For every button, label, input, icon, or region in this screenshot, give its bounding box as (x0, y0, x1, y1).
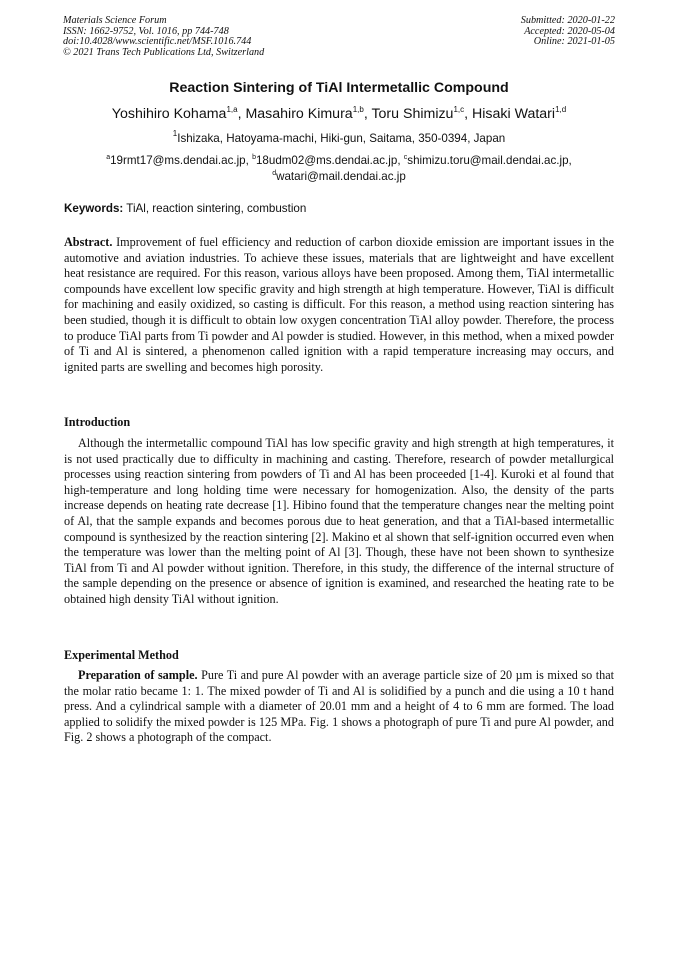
issn-line: ISSN: 1662-9752, Vol. 1016, pp 744-748 (63, 25, 229, 37)
author-sup: 1,d (555, 105, 567, 114)
accepted-date: Accepted: 2020-05-04 (524, 25, 615, 37)
email-sup: a (106, 154, 111, 161)
introduction-heading: Introduction (64, 415, 131, 429)
experimental-heading: Experimental Method (64, 648, 179, 662)
author-name: Hisaki Watari (472, 106, 556, 122)
author-list: Yoshihiro Kohama$^{1,a}$, Masahiro Kimura$^{1,b}$, Toru Shimizu$^{1,c}$, Hisaki Watari$^{1,d}$ (111, 105, 567, 122)
abstract (64, 235, 614, 375)
email-address[interactable]: 19rmt17@ms.dendai.ac.jp (110, 154, 246, 167)
email-sup: c (403, 154, 408, 161)
copyright-line: © 2021 Trans Tech Publications Ltd, Switzerland (63, 46, 265, 58)
author-name: Toru Shimizu (371, 106, 454, 122)
affiliation (0, 129, 678, 145)
email-list: $^a$19rmt17@ms.dendai.ac.jp, $^b$18udm02@ms.dendai.ac.jp, $^c$shimizu.toru@mail.dendai.ac.jp, $^d$watari@mail.dendai.ac.jp (106, 154, 572, 183)
journal-name: Materials Science Forum (63, 15, 167, 26)
email-address[interactable]: watari@mail.dendai.ac.jp (276, 169, 406, 183)
experimental-text (64, 668, 614, 746)
affiliation-sup: 1 (172, 129, 178, 138)
publication-dates (521, 16, 615, 48)
keywords-text: TiAl, reaction sintering, combustion (126, 202, 307, 215)
author-name: Masahiro Kimura (245, 106, 353, 122)
email-address[interactable]: shimizu.toru@mail.dendai.ac.jp (407, 154, 569, 167)
author-name: Yoshihiro Kohama (111, 106, 227, 122)
author-sup: 1,a (226, 105, 238, 114)
online-date: Online: 2021-01-05 (533, 36, 615, 48)
submitted-date: Submitted: 2020-01-22 (520, 15, 615, 26)
experimental-subheading: Preparation of sample. (78, 668, 198, 682)
email-sup: d (272, 169, 277, 177)
experimental-body: Pure Ti and pure Al powder with an average particle size of 20 µm is mixed so that the molar ratio became 1: 1. The mixed powder of Ti and Al is solidified by a punch and die using a 10 t hand press. And a cylindrical sample with a diameter of 20.01 mm and a height of 4 to 6 mm are formed. The load applied to solidify the mixed powder is 125 MPa. Fig. 1 shows a photograph of pure Ti and pure Al powder, and Fig. 2 shows a photograph of the compact. (64, 668, 614, 745)
paper-title: Reaction Sintering of TiAl Intermetallic Compound (169, 80, 509, 96)
affiliation-text: Ishizaka, Hatoyama-machi, Hiki-gun, Saitama, 350-0394, Japan (177, 132, 506, 145)
introduction-text: Although the intermetallic compound TiAl has low specific gravity and high strength at high temperatures, it is not used practically due to difficulty in machining and casting. Therefore, research of powder metallurgical processes using reaction sintering from powders of Ti and Al has been proceeded [1-4]. Kuroki et al found that high-temperature and long holding time were necessary for homogenization. Also, the density of the parts increase depends on heating rate decrease [1]. Hibino found that the temperature changes near the melting point of Al, that the sample expands and becomes porous due to heat generation, and that a TiAl-based intermetallic compound is synthesized by the reaction sintering [2]. Makino et al shown that self-ignition occurred even when the temperature was lower than the melting point of Al [3]. Though, these have not been shown to synthesize TiAl from Ti and Al powder without ignition. Therefore, in this study, the difference of the internal structure of the sample depending on the presence or absence of ignition is examined, and researched the heating rate to be obtained high density TiAl without ignition. (64, 436, 614, 606)
journal-info (63, 16, 264, 58)
doi-line: doi:10.4028/www.scientific.net/MSF.1016.744 (63, 36, 252, 48)
author-sup: 1,c (453, 105, 465, 114)
abstract-label: Abstract. (64, 235, 113, 249)
author-sup: 1,b (352, 105, 364, 114)
abstract-text: Improvement of fuel efficiency and reduction of carbon dioxide emission are important issues in the automotive and aviation industries. To achieve these issues, materials that are lightweight and have excellent heat resistance are required. For this reason, various alloys have been proposed. Among them, TiAl intermetallic compounds have excellent low specific gravity and high strength at high temperature. However, TiAl is difficult for machining and easily oxidized, so casting is difficult. For this reason, a method using reaction sintering has been studied, though it is difficult to obtain low oxygen concentration TiAl alloy powder. Therefore, the process to produce TiAl parts from Ti powder and Al powder is studied. However, in this method, when a mixed powder of Ti and Al is sintered, a phenomenon called ignition with a rapid temperature increasing may occurs, and ignited parts are swelling and becomes high porosity. (64, 235, 614, 374)
keywords (64, 202, 306, 215)
email-sup: b (252, 154, 256, 161)
keywords-label: Keywords: (64, 202, 124, 215)
email-address[interactable]: 18udm02@ms.dendai.ac.jp (255, 154, 398, 167)
